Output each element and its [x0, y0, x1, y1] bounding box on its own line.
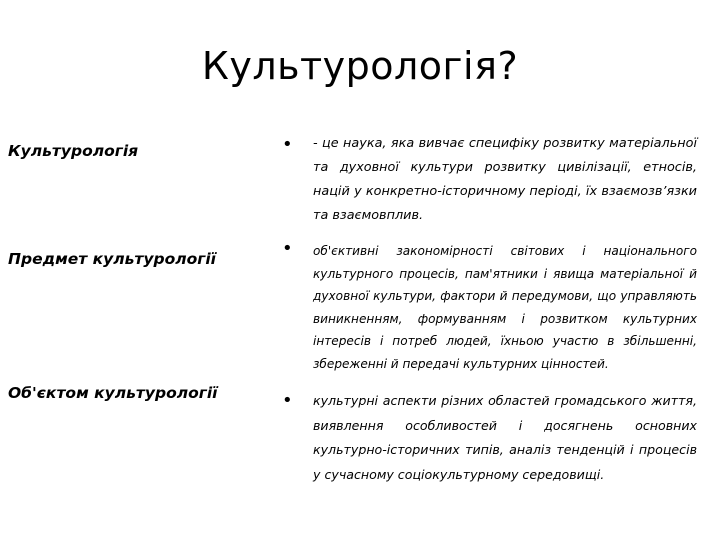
- term-culturology: Культурологія: [8, 142, 139, 160]
- definition-culturology: - це наука, яка вивчає специфіку розвитку матеріальної та духовної культури розвитку цивілізації, етносів, націй у конкретно-історичному періоді, їх взаємозв’язки та взаємовплив.: [313, 136, 697, 223]
- term-subject: Предмет культурології: [8, 250, 216, 268]
- definition-subject: об'єктивні закономірності світових і національного культурного процесів, пам'ятники і явища матеріальної й духовної культури, фактори й передумови, що управляють виникненням, формуванням і розвитком культурних інтересів і потреб людей, їхньою участю в збільшенні, збереженні й передачі культурних цінностей.: [313, 244, 697, 371]
- bullet-marker: •: [282, 134, 293, 155]
- bullet-marker: •: [282, 238, 293, 259]
- definition-object: культурні аспекти різних областей громадського життя, виявлення особливостей і досягнень основних культурно-історичних типів, аналіз тенденцій і процесів у сучасному соціокультурному середовищі.: [313, 393, 697, 482]
- slide-title: Культурологія?: [201, 44, 519, 88]
- term-object: Об'єктом культурології: [8, 384, 218, 402]
- bullet-marker: •: [282, 390, 293, 411]
